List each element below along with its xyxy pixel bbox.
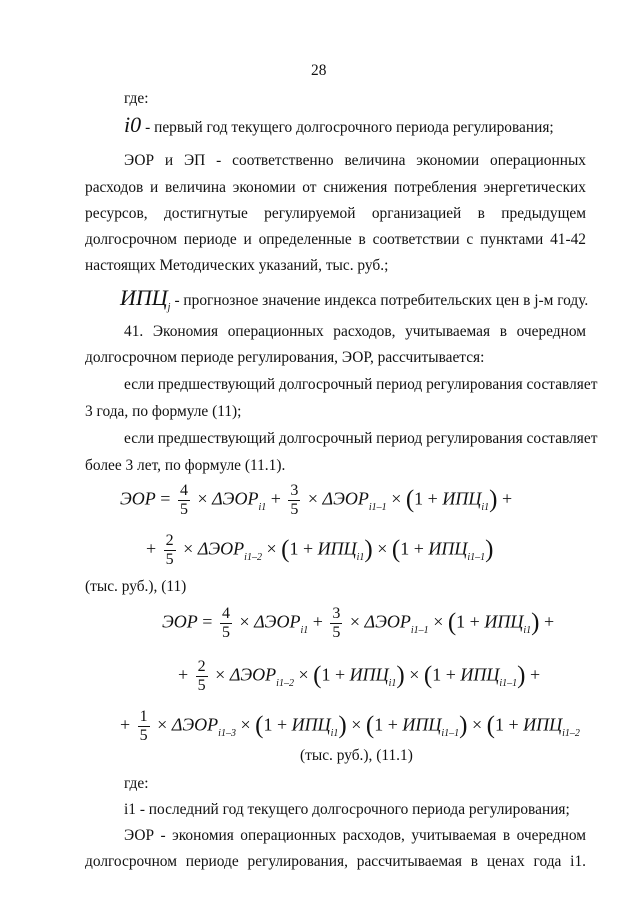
f111-sub-4: i1–3	[218, 727, 236, 739]
one: 1	[494, 714, 504, 735]
plus-sign: +	[270, 488, 281, 509]
times-sign: ×	[197, 488, 208, 509]
one: 1	[414, 488, 424, 509]
times-sign: ×	[157, 714, 168, 735]
f11-ipc: ИПЦ	[428, 538, 468, 559]
paren: )	[364, 535, 373, 563]
times-sign: ×	[409, 664, 420, 685]
f11-frac-2: $\frac{3}{5}$	[290, 482, 299, 518]
one: 1	[289, 538, 299, 559]
eor-final-line-1: ЭОР - экономия операционных расходов, учитываемая в очередном	[124, 827, 586, 844]
eor-ep-line-2: расходов и величина экономии от снижения потребления энергетических	[85, 179, 586, 196]
f11-ipc-sub: i1	[356, 551, 365, 563]
paren: )	[396, 661, 405, 689]
paren: )	[485, 535, 494, 563]
f111-frac-1: $\frac{4}{5}$	[221, 605, 230, 641]
f111-ipc: ИПЦ	[291, 714, 331, 735]
paren: )	[531, 608, 540, 636]
f111-ipc-sub: i1–1	[499, 677, 518, 689]
times-sign: ×	[307, 488, 319, 509]
ipc-definition	[120, 285, 588, 311]
ipc-subscript: j	[167, 302, 171, 313]
one: 1	[263, 714, 273, 735]
eor-ep-line-5: настоящих Методических указаний, тыс. руб.;	[85, 257, 389, 274]
cond2-line-2: более 3 лет, по формуле (11.1).	[85, 457, 286, 474]
times-sign: ×	[298, 664, 309, 685]
times-sign: ×	[391, 488, 402, 509]
f111-lhs: ЭОР	[162, 611, 198, 632]
where-label-2: где:	[124, 775, 149, 792]
page-number: 28	[311, 62, 327, 79]
ipc-text: - прогнозное значение индекса потребительских цен в j-м году.	[174, 292, 589, 309]
f11-sub-2: i1–1	[368, 501, 387, 513]
plus-sign: +	[508, 714, 519, 735]
paren: (	[255, 711, 264, 739]
f111-eq: =	[202, 611, 213, 632]
times-sign: ×	[471, 714, 483, 735]
f111-var-3: ΔЭОР	[229, 664, 277, 685]
paren: (	[365, 711, 375, 739]
cond1-line-1: если предшествующий долгосрочный период регулирования составляет	[124, 376, 598, 393]
f111-ipc-sub: i1	[523, 624, 532, 636]
times-sign: ×	[433, 611, 444, 632]
one: 1	[432, 664, 442, 685]
f11-var-3: ΔЭОР	[197, 538, 245, 559]
paren: )	[517, 661, 526, 689]
i0-symbol: i0	[124, 112, 142, 137]
one: 1	[456, 611, 466, 632]
f111-ipc: ИПЦ	[484, 611, 524, 632]
times-sign: ×	[240, 714, 251, 735]
f11-eq: =	[160, 488, 171, 509]
plus-sign: +	[501, 488, 513, 509]
i0-text: - первый год текущего долгосрочного периода регулирования;	[145, 119, 554, 136]
f11-ipc: ИПЦ	[317, 538, 357, 559]
f111-ipc: ИПЦ	[460, 664, 500, 685]
plus-sign: +	[427, 488, 438, 509]
f11-lhs: ЭОР	[120, 488, 156, 509]
f111-frac-3: $\frac{2}{5}$	[197, 658, 206, 694]
times-sign: ×	[215, 664, 226, 685]
f11-ipc-sub: i1–1	[467, 551, 486, 563]
times-sign: ×	[351, 714, 362, 735]
f11-ipc-sub: i1	[481, 501, 490, 513]
plus-sign: +	[146, 538, 157, 559]
f11-var-1: ΔЭОР	[212, 488, 259, 509]
formula-111-line-2	[178, 658, 540, 695]
f111-var-1: ΔЭОР	[254, 611, 301, 632]
cond2-line-1: если предшествующий долгосрочный период регулирования составляет	[124, 430, 598, 447]
f111-var-2: ΔЭОР	[364, 611, 411, 632]
cond1-line-2: 3 года, по формуле (11);	[85, 403, 242, 420]
formula-111-line-1	[162, 605, 554, 642]
plus-sign: +	[469, 611, 480, 632]
f11-frac-3: $\frac{2}{5}$	[165, 532, 174, 568]
f111-ipc: ИПЦ	[402, 714, 442, 735]
f111-ipc: ИПЦ	[349, 664, 389, 685]
plus-sign: +	[387, 714, 398, 735]
f111-sub-1: i1	[300, 624, 309, 636]
formula-111-label: (тыс. руб.), (11.1)	[300, 747, 413, 764]
plus-sign: +	[413, 538, 424, 559]
f111-ipc-sub: i1–1	[441, 727, 460, 739]
f111-sub-3: i1–2	[276, 677, 294, 689]
f11-sub-1: i1	[258, 501, 267, 513]
eor-ep-line-1: ЭОР и ЭП - соответственно величина экономии операционных	[124, 152, 586, 169]
p41-line-1: 41. Экономия операционных расходов, учитываемая в очередном	[124, 323, 586, 340]
paren: (	[281, 535, 290, 563]
f111-frac-2: $\frac{3}{5}$	[332, 605, 341, 641]
f111-ipc-sub: i1	[330, 727, 339, 739]
f111-var-4: ΔЭОР	[171, 714, 219, 735]
plus-sign: +	[543, 611, 555, 632]
f11-sub-3: i1–2	[244, 551, 262, 563]
times-sign: ×	[266, 538, 277, 559]
paren: (	[405, 485, 415, 513]
plus-sign: +	[334, 664, 346, 685]
paren: (	[391, 535, 401, 563]
formula-11-line-2	[146, 532, 493, 569]
paren: (	[313, 661, 322, 689]
eor-ep-line-4: долгосрочном периоде и определенные в соответствии с пунктами 41-42	[85, 231, 586, 248]
plus-sign: +	[276, 714, 288, 735]
plus-sign: +	[529, 664, 541, 685]
f111-ipc-sub: i1	[388, 677, 397, 689]
eor-ep-line-3: ресурсов, достигнутые регулируемой организацией в предыдущем	[85, 205, 586, 222]
paren: (	[486, 711, 495, 739]
plus-sign: +	[445, 664, 456, 685]
f11-ipc: ИПЦ	[442, 488, 482, 509]
one: 1	[400, 538, 410, 559]
f111-sub-2: i1–1	[410, 624, 429, 636]
paren: )	[338, 711, 347, 739]
one: 1	[374, 714, 384, 735]
times-sign: ×	[183, 538, 194, 559]
eor-final-line-2: долгосрочном периоде регулирования, рассчитываемая в ценах года i1.	[85, 853, 586, 870]
formula-11-line-1	[120, 482, 512, 519]
ipc-symbol: ИПЦ	[120, 285, 168, 310]
paren: (	[423, 661, 433, 689]
f11-var-2: ΔЭОР	[322, 488, 369, 509]
i1-definition: i1 - последний год текущего долгосрочного периода регулирования;	[124, 801, 570, 818]
paren: )	[459, 711, 468, 739]
f11-frac-1: $\frac{4}{5}$	[179, 482, 188, 518]
formula-111-line-3	[120, 708, 580, 745]
f111-ipc: ИПЦ	[523, 714, 563, 735]
f111-frac-4: $\frac{1}{5}$	[139, 708, 148, 744]
times-sign: ×	[377, 538, 388, 559]
plus-sign: +	[312, 611, 323, 632]
paren: )	[489, 485, 498, 513]
plus-sign: +	[178, 664, 189, 685]
times-sign: ×	[239, 611, 250, 632]
i0-definition	[124, 112, 554, 138]
formula-11-label: (тыс. руб.), (11)	[85, 578, 187, 595]
paren: (	[447, 608, 457, 636]
p41-line-2: долгосрочном периоде регулирования, ЭОР, рассчитывается:	[85, 349, 485, 366]
times-sign: ×	[349, 611, 361, 632]
plus-sign: +	[302, 538, 314, 559]
where-label: где:	[124, 90, 149, 107]
plus-sign: +	[120, 714, 131, 735]
one: 1	[321, 664, 331, 685]
f111-ipc-sub: i1–2	[562, 727, 580, 739]
